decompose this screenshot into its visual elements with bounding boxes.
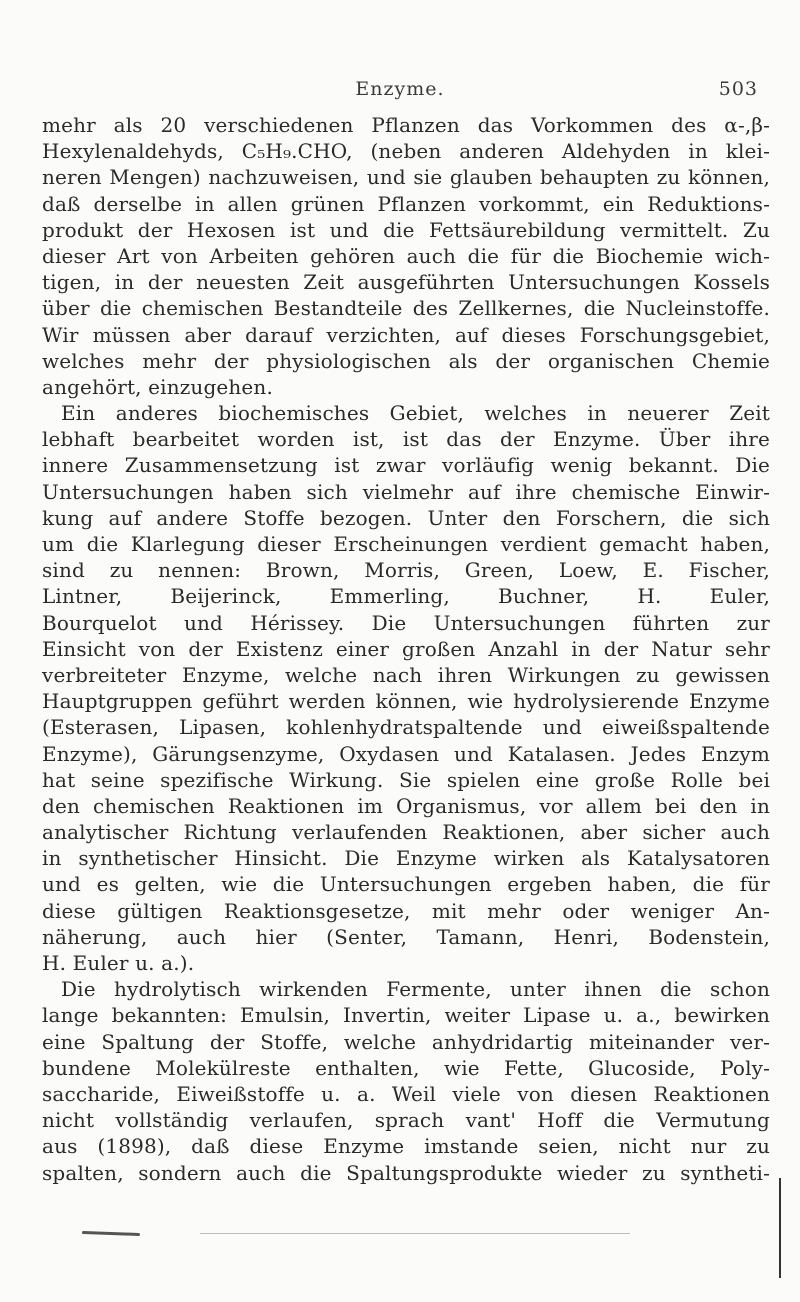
text-line: diese gültigen Reaktionsgesetze, mit mehr oder weniger An-	[42, 898, 770, 923]
running-head: Enzyme.	[355, 78, 445, 100]
text-line: Hexylenaldehyds, C₅H₉.CHO, (neben anderen Aldehyden in klei-	[42, 139, 770, 164]
text-line: produkt der Hexosen ist und die Fettsäurebildung vermittelt. Zu	[42, 217, 770, 242]
text-line: und es gelten, wie die Untersuchungen ergeben haben, die für	[42, 872, 770, 897]
text-line: (Esterasen, Lipasen, kohlenhydratspaltende und eiweißspaltende	[42, 715, 770, 740]
text-line: Lintner, Beijerinck, Emmerling, Buchner, H. Euler,	[42, 584, 770, 609]
text-line: Untersuchungen haben sich vielmehr auf ihre chemische Einwir-	[42, 479, 770, 504]
text-line: neren Mengen) nachzuweisen, und sie glauben behaupten zu können,	[42, 165, 770, 190]
text-line: analytischer Richtung verlaufenden Reaktionen, aber sicher auch	[42, 820, 770, 845]
text-line: Einsicht von der Existenz einer großen Anzahl in der Natur sehr	[42, 636, 770, 661]
text-line: Enzyme), Gärungsenzyme, Oxydasen und Katalasen. Jedes Enzym	[42, 741, 770, 766]
text-line: saccharide, Eiweißstoffe u. a. Weil viele von diesen Reaktionen	[42, 1081, 770, 1106]
text-line: Hauptgruppen geführt werden können, wie hydrolysierende Enzyme	[42, 689, 770, 714]
text-line: welches mehr der physiologischen als der organischen Chemie	[42, 348, 770, 373]
text-line: eine Spaltung der Stoffe, welche anhydridartig miteinander ver-	[42, 1029, 770, 1054]
text-line: den chemischen Reaktionen im Organismus, vor allem bei den in	[42, 793, 770, 818]
text-line: sind zu nennen: Brown, Morris, Green, Loew, E. Fischer,	[42, 558, 770, 583]
text-line: lange bekannten: Emulsin, Invertin, weiter Lipase u. a., bewirken	[42, 1003, 770, 1028]
text-line: Wir müssen aber darauf verzichten, auf dieses Forschungsgebiet,	[42, 322, 770, 347]
pencil-mark	[82, 1231, 140, 1236]
text-line: Bourquelot und Hérissey. Die Untersuchungen führten zur	[42, 610, 770, 635]
text-line: angehört, einzugehen.	[42, 374, 273, 399]
page-header	[60, 78, 758, 102]
text-line: Ein anderes biochemisches Gebiet, welches in neuerer Zeit	[61, 401, 770, 426]
text-line: innere Zusammensetzung ist zwar vorläufig wenig bekannt. Die	[42, 453, 770, 478]
text-line: hat seine spezifische Wirkung. Sie spielen eine große Rolle bei	[42, 767, 770, 792]
text-line: nicht vollständig verlaufen, sprach vant' Hoff die Vermutung	[42, 1108, 770, 1133]
text-line: daß derselbe in allen grünen Pflanzen vorkommt, ein Reduktions-	[42, 191, 770, 216]
text-line: aus (1898), daß diese Enzyme imstande seien, nicht nur zu	[42, 1134, 770, 1159]
text-line: näherung, auch hier (Senter, Tamann, Henri, Bodenstein,	[42, 924, 770, 949]
text-line: verbreiteter Enzyme, welche nach ihren Wirkungen zu gewissen	[42, 662, 770, 687]
text-line: dieser Art von Arbeiten gehören auch die für die Biochemie wich-	[42, 243, 770, 268]
text-line: tigen, in der neuesten Zeit ausgeführten Untersuchungen Kossels	[42, 270, 770, 295]
text-line: über die chemischen Bestandteile des Zellkernes, die Nucleinstoffe.	[42, 296, 770, 321]
text-line: spalten, sondern auch die Spaltungsprodukte wieder zu syntheti-	[42, 1160, 770, 1185]
body-text	[42, 112, 770, 1186]
text-line: in synthetischer Hinsicht. Die Enzyme wirken als Katalysatoren	[42, 846, 770, 871]
page-number: 503	[718, 78, 758, 100]
text-line: H. Euler u. a.).	[42, 951, 195, 975]
text-line: lebhaft bearbeitet worden ist, ist das der Enzyme. Über ihre	[42, 427, 770, 452]
text-line: um die Klarlegung dieser Erscheinungen verdient gemacht haben,	[42, 532, 770, 556]
pencil-underline-mark	[200, 1233, 630, 1234]
text-line: kung auf andere Stoffe bezogen. Unter den Forschern, die sich	[42, 505, 770, 530]
text-line: mehr als 20 verschiedenen Pflanzen das Vorkommen des α-,β-	[42, 113, 770, 137]
text-line: bundene Molekülreste enthalten, wie Fette, Glucoside, Poly-	[42, 1055, 770, 1080]
margin-line-mark	[779, 1178, 781, 1278]
text-line: Die hydrolytisch wirkenden Fermente, unter ihnen die schon	[61, 977, 770, 1002]
